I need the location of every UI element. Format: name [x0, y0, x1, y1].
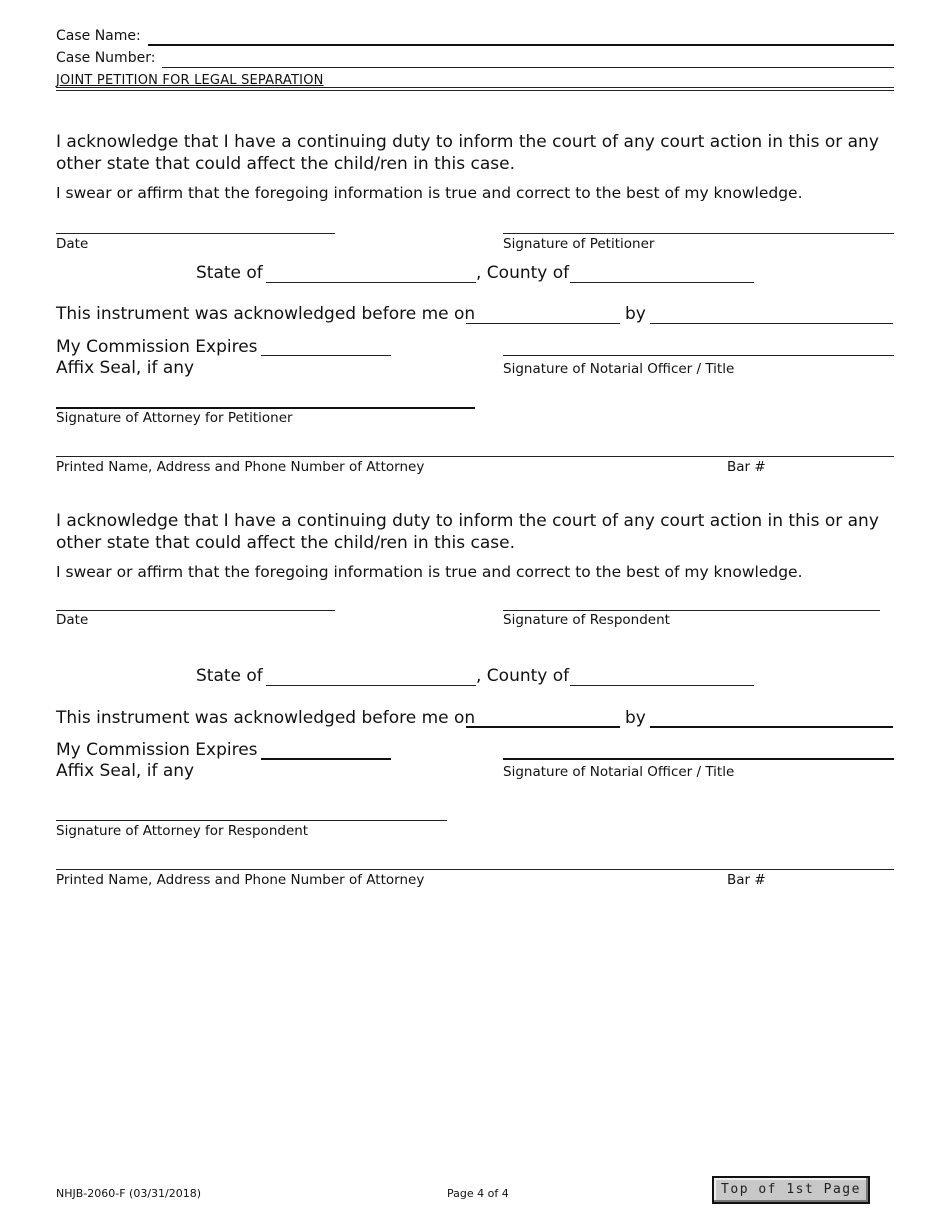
respondent-date-field[interactable] — [56, 610, 335, 611]
petitioner-signature-label: Signature of Petitioner — [503, 236, 655, 252]
respondent-county-field[interactable] — [570, 685, 754, 686]
petitioner-date-label: Date — [56, 236, 89, 252]
petitioner-state-field[interactable] — [266, 282, 476, 283]
petitioner-notary-field[interactable] — [503, 355, 894, 356]
petitioner-acknowledged-label: This instrument was acknowledged before me on — [56, 304, 476, 324]
respondent-seal-label: Affix Seal, if any — [56, 761, 195, 781]
respondent-swear-text: I swear or affirm that the foregoing information is true and correct to the best of my knowledge. — [56, 563, 803, 581]
respondent-attorney-signature-field[interactable] — [56, 820, 447, 821]
respondent-attorney-info-label: Printed Name, Address and Phone Number of Attorney — [56, 872, 425, 888]
respondent-signature-field[interactable] — [503, 610, 880, 611]
respondent-county-label: , County of — [476, 666, 570, 686]
petitioner-seal-label: Affix Seal, if any — [56, 358, 195, 378]
petitioner-state-label: State of — [196, 263, 263, 283]
form-number: NHJB-2060-F (03/31/2018) — [56, 1187, 202, 1200]
respondent-bar-label: Bar # — [727, 872, 766, 888]
petitioner-bar-label: Bar # — [727, 459, 766, 475]
respondent-notary-label: Signature of Notarial Officer / Title — [503, 764, 735, 780]
petitioner-acknowledged-date-field[interactable] — [466, 323, 620, 324]
respondent-by-label: by — [625, 708, 646, 728]
respondent-attorney-info-field[interactable] — [56, 869, 894, 870]
petitioner-attorney-info-label: Printed Name, Address and Phone Number of Attorney — [56, 459, 425, 475]
top-of-first-page-button[interactable]: Top of 1st Page — [712, 1176, 870, 1204]
respondent-notary-field[interactable] — [503, 758, 894, 760]
case-name-field[interactable] — [148, 44, 894, 46]
petitioner-by-field[interactable] — [650, 323, 893, 324]
header-divider — [56, 87, 894, 88]
respondent-commission-field[interactable] — [261, 758, 391, 760]
respondent-acknowledged-date-field[interactable] — [466, 726, 620, 728]
header-divider-2 — [56, 90, 894, 91]
form-title: JOINT PETITION FOR LEGAL SEPARATION — [56, 73, 324, 88]
respondent-state-field[interactable] — [266, 685, 476, 686]
respondent-duty-text: I acknowledge that I have a continuing duty to inform the court of any court action in this or any other state that could affect the child/ren in this case. — [56, 511, 879, 553]
petitioner-county-field[interactable] — [570, 282, 754, 283]
respondent-date-label: Date — [56, 612, 89, 628]
petitioner-signature-field[interactable] — [503, 233, 894, 234]
case-number-label: Case Number: — [56, 50, 156, 66]
petitioner-commission-label: My Commission Expires — [56, 337, 258, 357]
respondent-state-label: State of — [196, 666, 263, 686]
page-number: Page 4 of 4 — [447, 1187, 509, 1200]
respondent-acknowledged-label: This instrument was acknowledged before me on — [56, 708, 476, 728]
petitioner-duty-text: I acknowledge that I have a continuing duty to inform the court of any court action in this or any other state that could affect the child/ren in this case. — [56, 132, 879, 174]
petitioner-attorney-info-field[interactable] — [56, 456, 894, 457]
petitioner-attorney-signature-field[interactable] — [56, 407, 475, 409]
petitioner-commission-field[interactable] — [261, 355, 391, 356]
petitioner-date-field[interactable] — [56, 233, 335, 234]
petitioner-county-label: , County of — [476, 263, 570, 283]
respondent-attorney-signature-label: Signature of Attorney for Respondent — [56, 823, 309, 839]
petitioner-notary-label: Signature of Notarial Officer / Title — [503, 361, 735, 377]
respondent-commission-label: My Commission Expires — [56, 740, 258, 760]
petitioner-by-label: by — [625, 304, 646, 324]
case-number-field[interactable] — [162, 67, 894, 68]
respondent-signature-label: Signature of Respondent — [503, 612, 670, 628]
respondent-by-field[interactable] — [650, 726, 893, 728]
case-name-label: Case Name: — [56, 28, 141, 44]
petitioner-attorney-signature-label: Signature of Attorney for Petitioner — [56, 410, 293, 426]
petitioner-swear-text: I swear or affirm that the foregoing information is true and correct to the best of my knowledge. — [56, 184, 803, 202]
